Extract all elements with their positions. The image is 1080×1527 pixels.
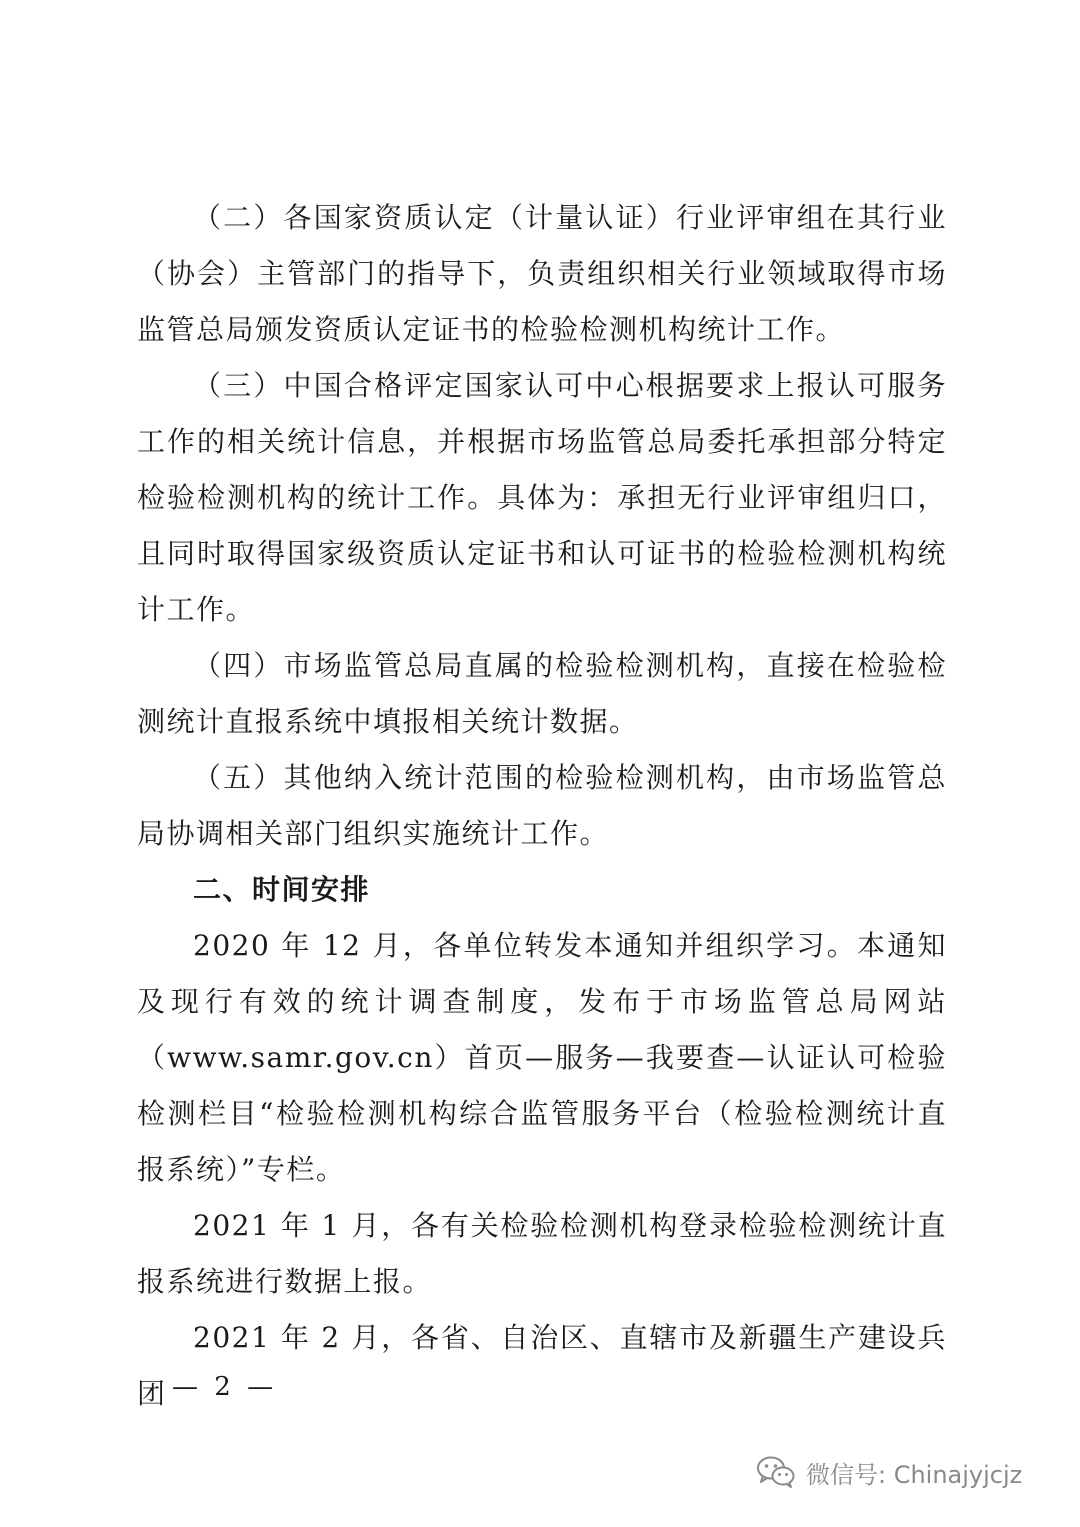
paragraph-item-3: （三）中国合格评定国家认可中心根据要求上报认可服务工作的相关统计信息，并根据市场监管总局委托承担部分特定检验检测机构的统计工作。具体为：承担无行业评审组归口，且同时取得国家级资质认定证书和认可证书的检验检测机构统计工作。 [137,369,947,626]
wechat-icon [756,1455,796,1489]
section-heading-schedule: 二、时间安排 [193,873,371,906]
paragraph-feb-2021: 2021 年 2 月，各省、自治区、直辖市及新疆生产建设兵团 [137,1321,947,1410]
paragraph-item-2: （二）各国家资质认定（计量认证）行业评审组在其行业（协会）主管部门的指导下，负责组织相关行业领域取得市场监管总局颁发资质认定证书的检验检测机构统计工作。 [137,201,947,346]
page-number: — 2 — [172,1372,278,1402]
wechat-watermark [756,1450,1022,1494]
paragraph-item-4: （四）市场监管总局直属的检验检测机构，直接在检验检测统计直报系统中填报相关统计数据。 [137,649,947,738]
watermark-text: 微信号: Chinajyjcjz [806,1460,1023,1489]
paragraph-item-5: （五）其他纳入统计范围的检验检测机构，由市场监管总局协调相关部门组织实施统计工作。 [137,761,947,850]
paragraph-dec-2020: 2020 年 12 月，各单位转发本通知并组织学习。本通知及现行有效的统计调查制度，发布于市场监管总局网站（www.samr.gov.cn）首页—服务—我要查—认证认可检验检测栏目“检验检测机构综合监管服务平台（检验检测统计直报系统）”专栏。 [137,929,947,1186]
document-body [137,190,947,1422]
paragraph-jan-2021: 2021 年 1 月，各有关检验检测机构登录检验检测统计直报系统进行数据上报。 [137,1209,947,1298]
